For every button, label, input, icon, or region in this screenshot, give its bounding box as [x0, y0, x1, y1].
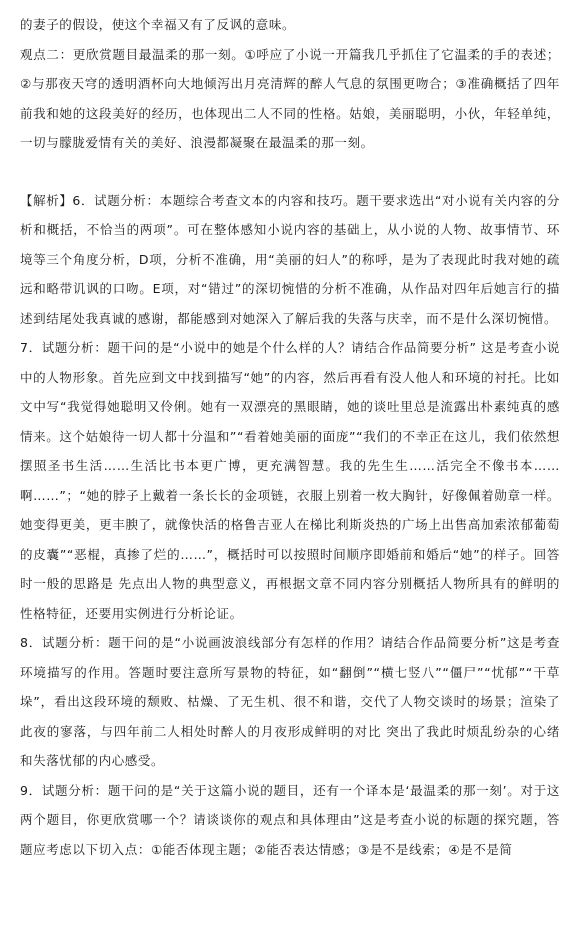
- paragraph-3: 【解析】6．试题分析：本题综合考查文本的内容和技巧。题干要求选出“对小说有关内容的分析和概括，不恰当的两项”。可在整体感知小说内容的基础上，从小说的人物、故事情节、环境等三个角度分析，D项，分析不准确，用“美丽的妇人”的称呼，是为了表现此时我对她的疏远和略带讥讽的口吻。E项，对“错过”的深切惋惜的分析不准确，从作品对四年后她言行的描述到结尾处我真诚的感谢，都能感到对她深入了解后我的失落与庆幸，而不是什么深切惋惜。: [20, 192, 560, 326]
- paragraph-4: 7．试题分析：题干问的是“小说中的她是个什么样的人？请结合作品简要分析” 这是考查小说中的人物形象。首先应到文中找到描写“她”的内容，然后再看有没人他人和环境的衬托。比如文中写“我觉得她聪明又伶俐。她有一双漂亮的黑眼睛，她的谈吐里总是流露出朴素纯真的感情来。这个姑娘待一切人都十分温和”“看着她美丽的面庞”“我们的不幸正在这儿，我们依然想摆照圣书生活……生活比书本更广博，更充满智慧。我的先生生……活完全不像书本……啊……”；“她的脖子上戴着一条长长的金项链，衣服上别着一枚大胸针，好像佩着勋章一样。她变得更美，更丰腴了，就像快活的格鲁吉亚人在梯比利斯炎热的广场上出售高加索浓郁葡萄的皮囊”“恶棍，真掺了烂的……”，概括时可以按照时间顺序即婚前和婚后“她”的样子。回答时一般的思路是 先点出人物的典型意义，再根据文章不同内容分别概括人物所具有的鲜明的性格特征，还要用实例进行分析论证。: [20, 340, 560, 621]
- paragraph-1: 的妻子的假设，使这个幸福又有了反讽的意味。: [20, 17, 296, 32]
- paragraph-5: 8．试题分析：题干问的是“小说画波浪线部分有怎样的作用？请结合作品简要分析”这是考查环境描写的作用。答题时要注意所写景物的特征，如“翻倒”“横七竖八”“僵尸”“忧郁”“干草垛”，看出这段环境的颓败、枯燥、了无生机、很不和谐，交代了人物交谈时的场景；渲染了此夜的寥落，与四年前二人相处时醉人的月夜形成鲜明的对比 突出了我此时烦乱纷杂的心绪和失落忧郁的内心感受。: [20, 635, 560, 768]
- paragraph-6: 9．试题分析：题干问的是“关于这篇小说的题目，还有一个译本是‘最温柔的那一刻’。对于这两个题目，你更欣赏哪一个？请谈谈你的观点和具体理由”这是考查小说的标题的探究题，答题应考虑以下切入点：①能否体现主题；②能否表达情感；③是不是线索；④是不是简: [20, 782, 560, 857]
- paragraph-gap: [20, 158, 560, 186]
- paragraph-2: 观点二：更欣赏题目最温柔的那一刻。①呼应了小说一开篇我几乎抓住了它温柔的手的表述；②与那夜天穹的透明酒杯向大地倾泻出月亮清辉的醉人气息的氛围更吻合；③准确概括了四年前我和她的这段美好的经历，也体现出二人不同的性格。姑娘，美丽聪明，小伙，年轻单纯，一切与朦胧爱情有关的美好、浪漫都凝聚在最温柔的那一刻。: [20, 46, 560, 150]
